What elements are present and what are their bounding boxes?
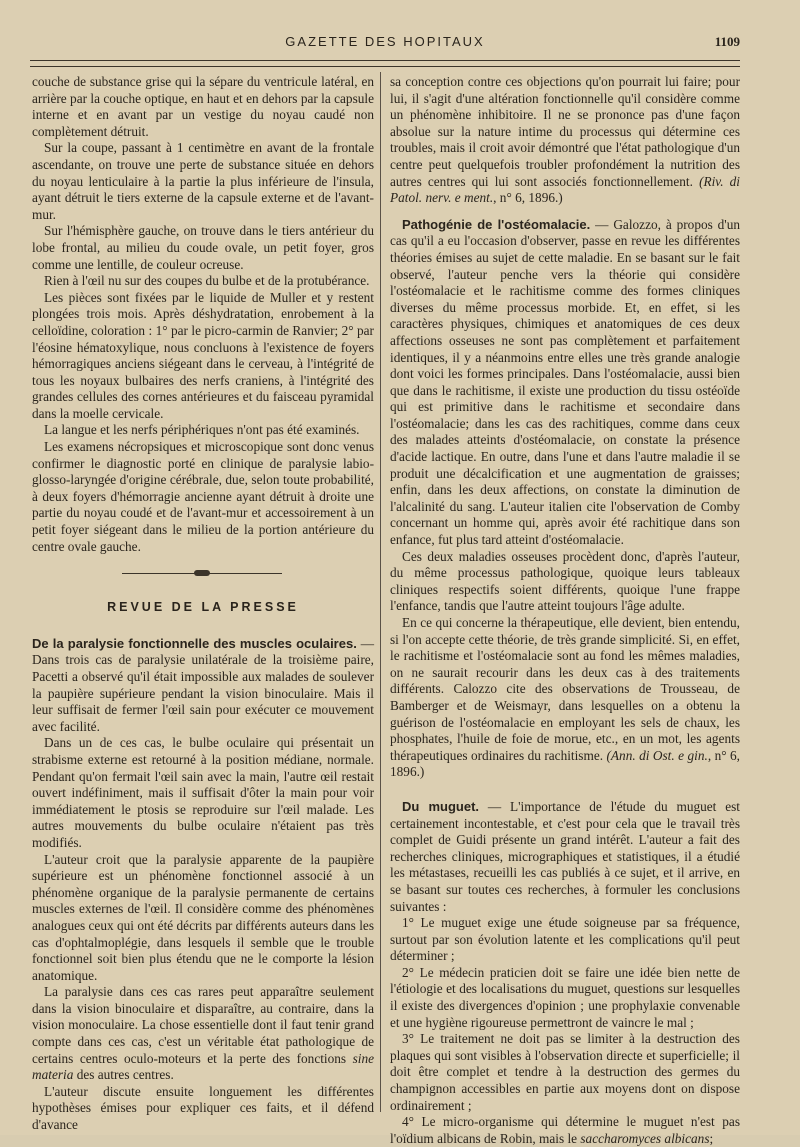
- page-number: 1109: [714, 34, 740, 49]
- section-heading: REVUE DE LA PRESSE: [107, 600, 299, 615]
- paragraph: La langue et les nerfs périphériques n'ont pas été examinés.: [44, 422, 360, 438]
- paragraph: Les pièces sont fixées par le liquide de Muller et y restent plongées trois mois. Après déshydratation, enrobement à la celloïdine, coloration : 1° par le picro-carmin de Ranvier; 2° par l'éosine hématoxylique, nous concluons à l'existence de foyers hémorragiques anciens siégeant dans le cerveau, à l'intégrité de tous les noyaux bulbaires des nerfs craniens, à l'intégrité des grandes cellules des cornes antérieures et du faisceau pyramidal dans la moelle cervicale.: [32, 289, 374, 421]
- article-title: Du muguet.: [402, 798, 480, 814]
- paragraph: Les examens nécropsiques et microscopique sont donc venus confirmer le diagnostic porté en clinique de paralysie labio-glosso-laryngée d'origine cérébrale, due, selon toute probabilité, à deux foyers d'hémorragie ancienne ayant détruit à droite une partie du noyau coudé et de l'avant-mur et accessoirement à un petit foyer siégeant dans le milieu de la portion antérieure du centre ovale gauche.: [32, 439, 374, 554]
- conclusion-item: 3° Le traitement ne doit pas se limiter à la destruction des plaques qui sont visibles à l'observation directe et superficielle; il doit être complet et tendre à la destruction des germes du champignon accessibles en partie aux moyens dont on dispose ordinairement ;: [390, 1031, 740, 1113]
- article-text: — L'importance de l'étude du muguet est certainement incontestable, et c'est pour cela que le travail très complet de Guidi présente un grand intérêt. L'auteur a fait des recherches cliniques, micrographiques et statistiques, il a étudié les métastases, recueilli les cas publiés à ce sujet, et il arrive, en se basant sur toutes ces recherches, à formuler les conclusions suivantes :: [390, 798, 740, 914]
- text-run: des autres centres.: [73, 1067, 174, 1083]
- header-rule-thin: [30, 66, 740, 67]
- article-title: De la paralysie fonctionnelle des muscles oculaires.: [32, 635, 357, 651]
- paragraph: L'auteur croit que la paralysie apparente de la paupière supérieure est un phénomène fonctionnel associé à un phénomène organique de la paralysie permanente de certains muscles externes de l'œil. Il considère comme des phénomènes analogues ceux qui ont été décrits par différents auteurs dans les cas d'ophtalmoplégie, dans lesquels il semble que le trouble fonctionnel soit bien plus étendu que ne le comporte la lésion anatomique.: [32, 851, 374, 983]
- journal-title: GAZETTE DES HOPITAUX: [285, 34, 485, 49]
- text-run: sa conception contre ces objections qu'on pourrait lui faire; pour lui, il s'agit d'une altération fonctionnelle qu'il considère comme un phénomène inhibitoire. Il ne se prononce pas d'une façon absolue sur la nature intime du processus qui détermine ces troubles, mais il croit avoir démontré que l'état pathologique d'un centre peut quelquefois troubler profondément la nutrition des autres centres qui lui sont associés fonctionnellement.: [390, 74, 740, 189]
- conclusion-item: 1° Le muguet exige une étude soigneuse par sa fréquence, surtout par son évolution latente et les complications qu'il peut déterminer ;: [390, 915, 740, 964]
- ornament-dot: [194, 570, 210, 576]
- spacer: [390, 781, 740, 799]
- text-run: ;: [709, 1130, 714, 1146]
- paragraph: Sur l'hémisphère gauche, on trouve dans le tiers antérieur du lobe frontal, au milieu du coude ovale, un petit foyer, gros comme une lentille, de couleur ocreuse.: [32, 223, 374, 272]
- article-text: — Dans trois cas de paralysie unilatérale de la troisième paire, Pacetti a observé qu'il était impossible aux malades de soulever la paupière supérieure pendant la vision binoculaire. Mais il leur suffisait de fermer l'œil sain pour exécuter ce mouvement avec facilité.: [32, 635, 374, 734]
- paragraph: Sur la coupe, passant à 1 centimètre en avant de la frontale ascendante, on trouve une perte de substance située en dehors du noyau lenticulaire à la partie la plus inférieure de l'insula, ayant détruit le tiers externe de la capsule externe et de l'avant-mur.: [32, 140, 374, 222]
- article-paragraph: [32, 636, 374, 736]
- paragraph: couche de substance grise qui la sépare du ventricule latéral, en arrière par la couche optique, en haut et en dehors par la capsule interne et en avant par un vestige du noyau caudé non complètement détruit.: [32, 74, 374, 139]
- text-run: , n° 6, 1896.): [390, 747, 740, 780]
- page-header: [30, 32, 740, 54]
- paragraph: Dans un de ces cas, le bulbe oculaire qui présentait un strabisme externe est retourné à la position médiane, normale. Pendant qu'on fermait l'œil sain avec la main, l'autre œil restait ouvert indéfiniment, mais il suffisait d'ôter la main pour voir immédiatement le ptosis se reproduire sur l'œil malade. Les autres mouvements du bulbe oculaire n'étaient pas très modifiés.: [32, 735, 374, 850]
- italic-term: saccharomyces albicans: [580, 1130, 710, 1146]
- column-divider: [380, 72, 381, 1112]
- text-run: En ce qui concerne la thérapeutique, elle devient, bien entendu, si l'on accepte cette théorie, de très grande simplicité. Si, en effet, le rachitisme et l'ostéomalacie sont au fond les mêmes maladies, on ne saurait recourir dans les deux cas à des traitements différents. Calozzo cite des observations de Trousseau, de Bamberger et de Weismayr, dans lesquelles on a obtenu la guérison de l'ostéomalacie en employant les sels de chaux, les phosphates, l'huile de foie de morue, etc., en un mot, les agents thérapeutiques ordinaires du rachitisme.: [390, 615, 740, 763]
- text-run: La paralysie dans ces cas rares peut apparaître seulement dans la vision binoculaire et disparaître, au contraire, dans la vision monoculaire. La chose essentielle dont il faut tenir grand compte dans ces cas, c'est un véritable état pathologique de certains centres oculo-moteurs et la perte des fonctions: [32, 984, 374, 1066]
- paragraph: [32, 984, 374, 1084]
- article-text: — Galozzo, à propos d'un cas qu'il a eu l'occasion d'observer, passe en revue les différentes théories émises au sujet de cette maladie. En se basant sur le fait observé, l'auteur penche vers la théorie qui considère l'ostéomalacie et le rachitisme comme des formes cliniques diverses du même processus morbide. Et, en effet, si les caractères physiques, chimiques et anatomiques de ces deux affections osseuses ne sont pas complètement et parfaitement identiques, il y a néanmoins entre elles une très grande analogie dont voici les formes principales. Dans l'ostéomalacie, aussi bien que dans le rachitisme, il existe une production du tissu ostéoïde qui est primitive dans le rachitisme et secondaire dans l'ostéomalacie; dans les cas des rachitiques, comme dans ceux des malades atteints d'ostéomalacie, on constate la présence d'acide lactique. En outre, dans l'une et dans l'autre maladie il se produit une décalcification et une augmentation de graisses; enfin, dans les deux affections, on constate la diminution de l'alcalinité du sang. L'auteur italien cite l'observation de Comby concernant un homme qui, après avoir été rachitique dans son enfance, fut plus tard atteint d'ostéomalacie.: [390, 216, 741, 548]
- reference: (Riv. di Patol. nerv. e ment.: [390, 173, 741, 206]
- reference: (Ann. di Ost. e gin.: [606, 747, 708, 763]
- article-paragraph: [390, 799, 740, 915]
- conclusion-item: 2° Le médecin praticien doit se faire une idée bien nette de l'étiologie et des localisations du muguet, questions sur lesquelles il existe des divergences d'opinion ; une prophylaxie convenable et une hygiène rigoureuse permettront de vaincre le mal ;: [390, 964, 740, 1030]
- italic-term: sine materia: [32, 1050, 374, 1083]
- right-column: [390, 74, 740, 1147]
- article-paragraph: [390, 217, 740, 549]
- text-run: 4° Le micro-organisme qui détermine le muguet n'est pas l'oïdium albicans de Robin, mais le: [390, 1114, 740, 1146]
- text-run: , n° 6, 1896.): [493, 190, 563, 206]
- paragraph: L'auteur discute ensuite longuement les différentes hypothèses émises pour expliquer ces faits, et il défend d'avance: [32, 1083, 374, 1133]
- left-column: [32, 74, 374, 1134]
- paragraph: [390, 615, 740, 781]
- header-rule-thick: [30, 60, 740, 61]
- conclusion-item: [390, 1114, 740, 1147]
- paragraph: Ces deux maladies osseuses procèdent donc, d'après l'auteur, du même processus pathologique, quoique leurs tableaux cliniques respectifs soient différents, quoique l'une frappe l'enfance, tandis que l'autre atteint toujours l'âge adulte.: [390, 548, 740, 614]
- paragraph: [390, 74, 740, 207]
- spacer: [390, 207, 740, 217]
- paragraph: Rien à l'œil nu sur des coupes du bulbe et de la protubérance.: [44, 273, 370, 289]
- article-title: Pathogénie de l'ostéomalacie.: [402, 216, 591, 232]
- section-ornament: [32, 569, 374, 579]
